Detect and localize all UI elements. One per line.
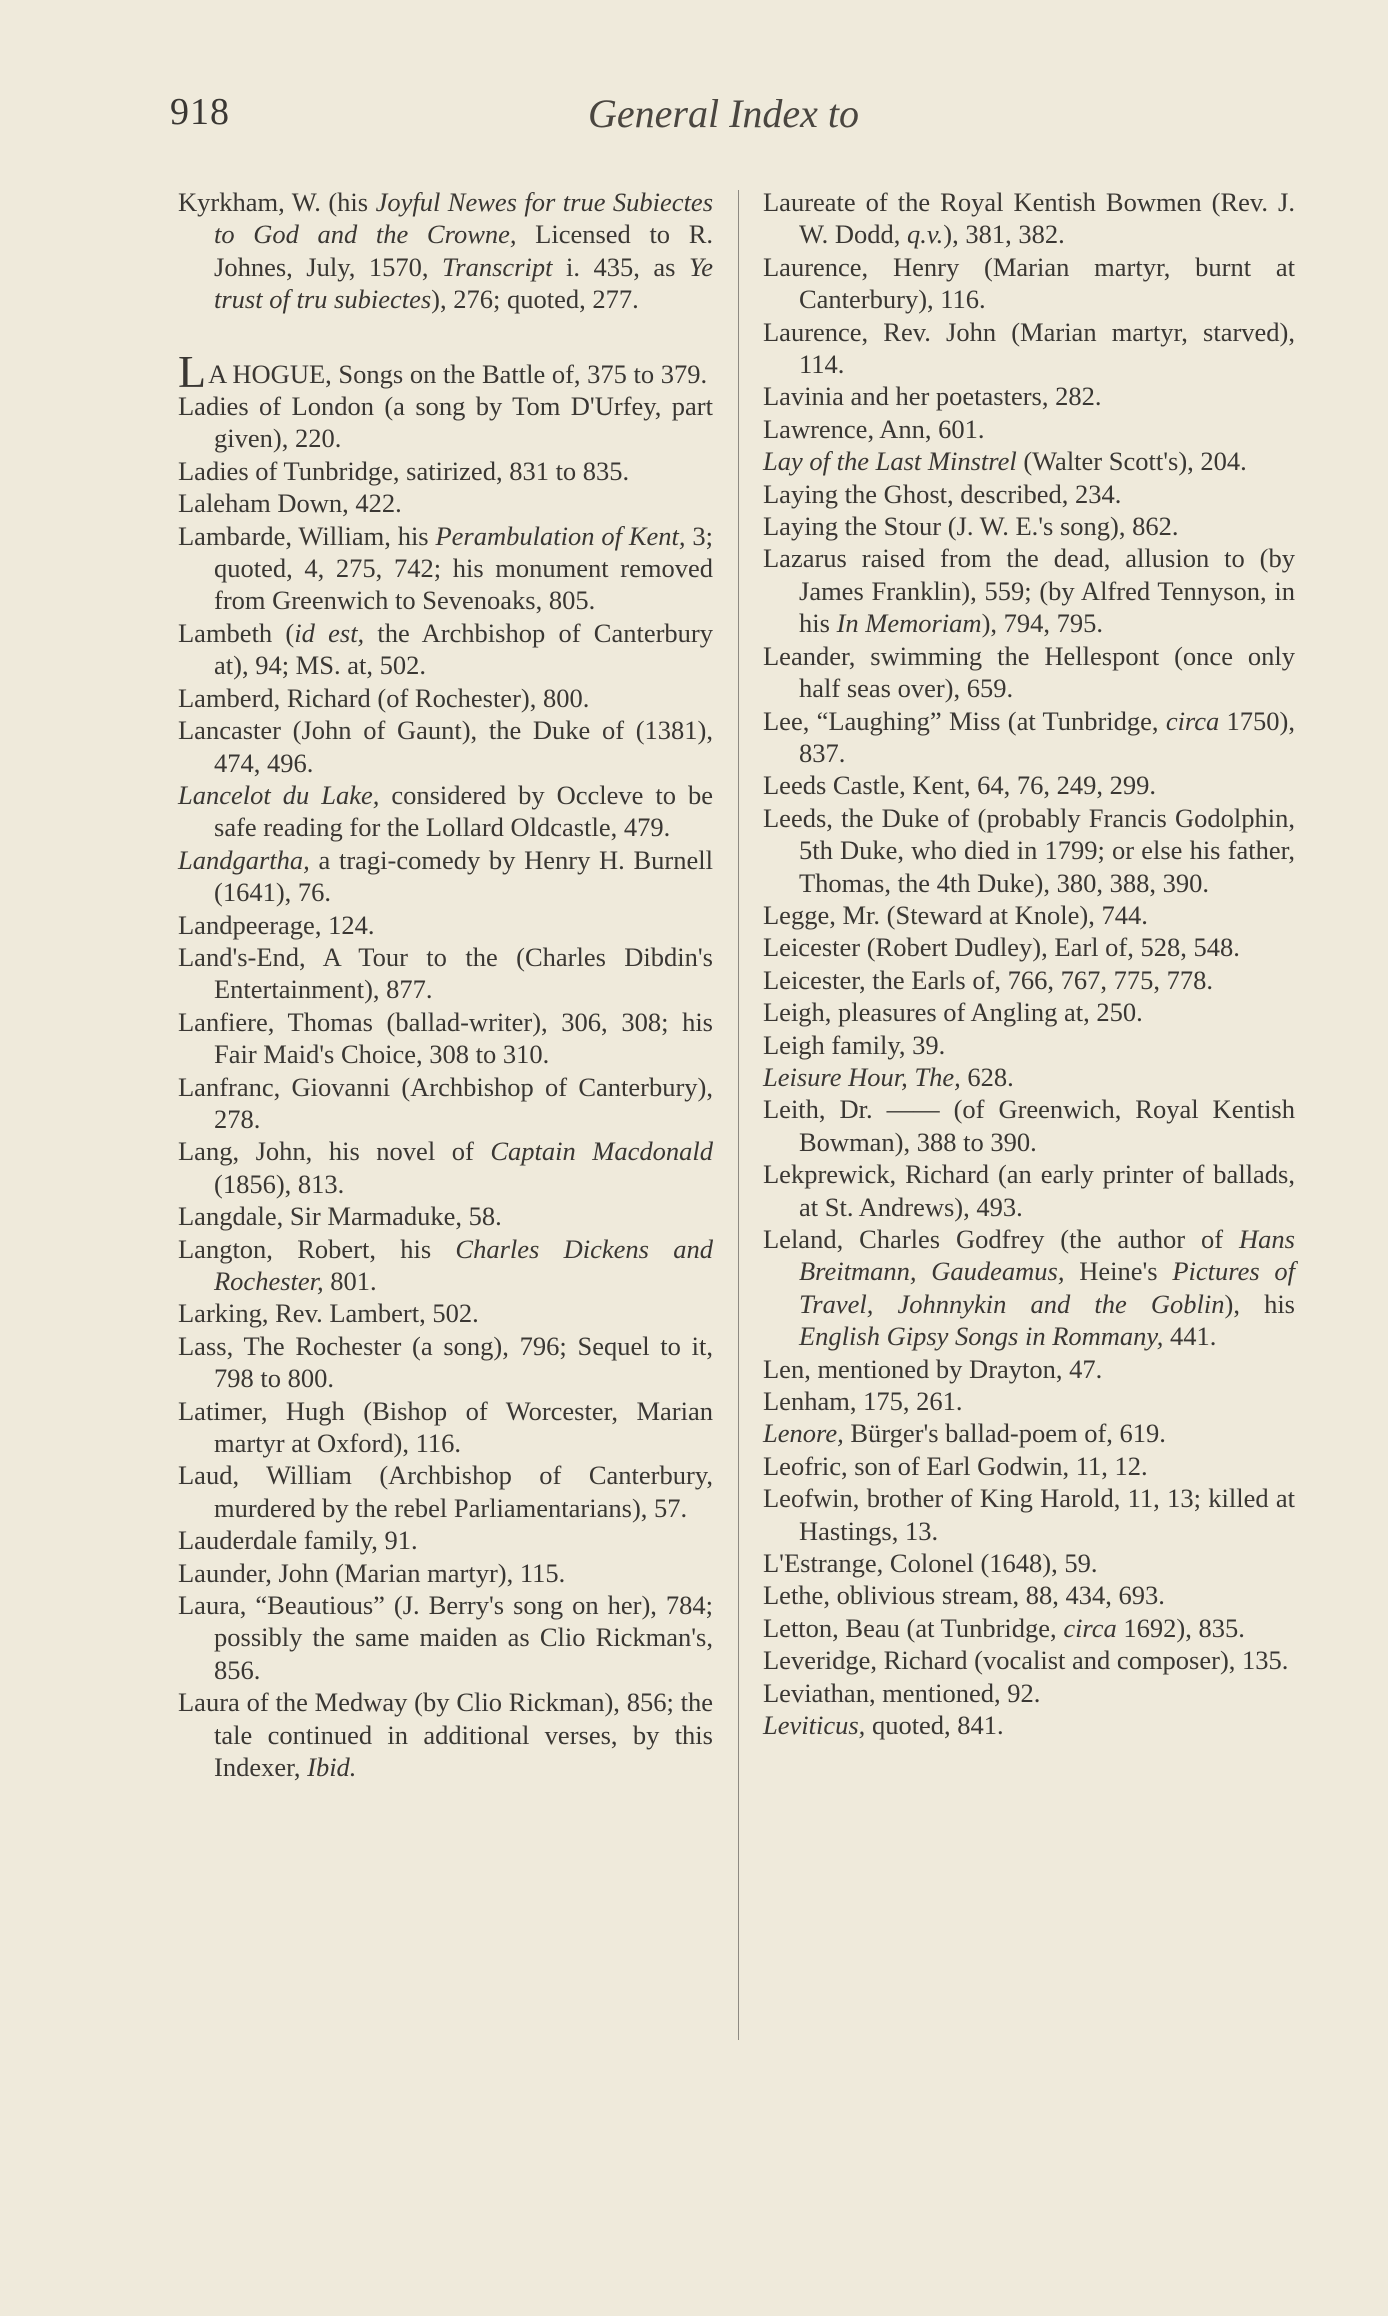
index-entry-lauderdale xyxy=(178,1524,713,1556)
index-entry-ladies-tunbridge xyxy=(178,455,713,487)
index-column-left xyxy=(178,186,713,1784)
entry-text: ), his xyxy=(1224,1288,1295,1319)
index-entry-kyrkham xyxy=(178,186,713,316)
entry-text: Land's-End, A Tour to the (Charles Dibdin's Entertainment), 877. xyxy=(178,941,713,1005)
entry-title-italic: Lay of the Last Minstrel xyxy=(763,446,1017,477)
index-entry-leith xyxy=(763,1093,1295,1158)
entry-text: Lethe, oblivious stream, 88, 434, 693. xyxy=(763,1580,1165,1611)
entry-text: 1750), 837. xyxy=(799,705,1295,768)
entry-text: Laying the Stour (J. W. E.'s song), 862. xyxy=(763,511,1179,542)
index-entry-leveridge xyxy=(763,1644,1295,1676)
index-entry-larking xyxy=(178,1297,713,1329)
entry-title-italic: In Memoriam xyxy=(836,608,982,639)
entry-title-italic: circa xyxy=(1165,705,1220,736)
entry-title-italic: circa xyxy=(1063,1612,1117,1643)
entry-text: Lawrence, Ann, 601. xyxy=(763,413,985,444)
index-entry-lambarde xyxy=(178,520,713,617)
entry-text: Lekprewick, Richard (an early printer of ballads, at St. Andrews), 493. xyxy=(763,1159,1295,1222)
entry-text: Ladies of London (a song by Tom D'Urfey, part given), 220. xyxy=(178,391,713,454)
entry-title-italic: Pictures of Travel, Johnnykin and the Goblin xyxy=(799,1256,1295,1319)
entry-text: ), 794, 795. xyxy=(981,608,1104,639)
index-entry-leicester-earls xyxy=(763,964,1295,996)
entry-text: Leland, Charles Godfrey (the author of xyxy=(763,1224,1240,1254)
entry-text: Landpeerage, 124. xyxy=(178,909,375,940)
entry-text: Lavinia and her poetasters, 282. xyxy=(763,381,1102,412)
entry-text: 801. xyxy=(323,1266,377,1296)
entry-text: ), 276; quoted, 277. xyxy=(431,284,639,315)
index-entry-leeds-castle xyxy=(763,769,1295,801)
index-entry-lavinia xyxy=(763,380,1295,412)
index-entry-len xyxy=(763,1353,1295,1385)
entry-text: Leith, Dr. —— (of Greenwich, Royal Kentish Bowman), 388 to 390. xyxy=(763,1094,1295,1157)
running-title: General Index to xyxy=(588,91,860,136)
index-entry-lethe xyxy=(763,1579,1295,1611)
entry-text: Laurence, Henry (Marian martyr, burnt at Canterbury), 116. xyxy=(763,251,1295,315)
entry-text: considered by Occleve to be safe reading for the Lollard Oldcastle, 479. xyxy=(214,779,714,843)
entry-text: Laureate of the Royal Kentish Bowmen (Rev. J. W. Dodd, xyxy=(763,187,1295,250)
index-entry-lenham xyxy=(763,1385,1295,1417)
column-divider xyxy=(738,190,739,2040)
entry-text: Legge, Mr. (Steward at Knole), 744. xyxy=(763,899,1148,930)
entry-text: Leviathan, mentioned, 92. xyxy=(763,1677,1041,1708)
entry-text: Laud, William (Archbishop of Canterbury, murdered by the rebel Parliamentarians), 57. xyxy=(178,1460,713,1523)
entry-text: Ladies of Tunbridge, satirized, 831 to 835. xyxy=(178,455,630,486)
entry-text: Lang, John, his novel of xyxy=(178,1136,491,1167)
index-entry-lestrange xyxy=(763,1547,1295,1579)
entry-text: Lambeth ( xyxy=(178,617,295,648)
entry-text: Letton, Beau (at Tunbridge, xyxy=(763,1612,1064,1643)
entry-text: Laura of the Medway (by Clio Rickman), 856; the tale continued in additional verses, by this Indexer, xyxy=(178,1687,713,1783)
entry-text: 628. xyxy=(960,1061,1014,1092)
index-entry-la-hogue xyxy=(178,345,713,397)
index-entry-lambeth xyxy=(178,617,713,682)
index-entry-leander xyxy=(763,640,1295,705)
entry-title-italic: Captain Macdonald xyxy=(490,1136,714,1167)
entry-text: the Archbishop of Canterbury at), 94; MS. at, 502. xyxy=(214,617,713,681)
entry-text: Laurence, Rev. John (Marian martyr, starved), 114. xyxy=(763,316,1295,380)
entry-text: Lanfranc, Giovanni (Archbishop of Canterbury), 278. xyxy=(178,1071,713,1134)
index-entry-leigh-family xyxy=(763,1029,1295,1061)
entry-text: Len, mentioned by Drayton, 47. xyxy=(763,1353,1103,1384)
entry-spacer xyxy=(178,316,713,358)
entry-text: 1692), 835. xyxy=(1116,1612,1245,1643)
entry-title-italic: Leviticus, xyxy=(763,1710,866,1741)
index-entry-leicester xyxy=(763,931,1295,963)
entry-text: Kyrkham, W. (his xyxy=(178,187,376,217)
index-entry-leigh-angling xyxy=(763,996,1295,1028)
index-entry-leeds-duke xyxy=(763,802,1295,899)
page-header xyxy=(170,90,1270,140)
entry-text: Licensed to R. Johnes, July, 1570, xyxy=(214,219,713,282)
index-entry-laleham xyxy=(178,487,713,519)
index-entry-laying-stour xyxy=(763,510,1295,542)
index-entry-leofric xyxy=(763,1450,1295,1482)
page-number: 918 xyxy=(170,91,230,133)
entry-text: Leander, swimming the Hellespont (once only half seas over), 659. xyxy=(763,640,1295,704)
entry-text: Lazarus raised from the dead, allusion to (by James Franklin), 559; (by Alfred Tennyson, in his xyxy=(763,543,1295,639)
entry-text: Leveridge, Richard (vocalist and composer), 135. xyxy=(763,1645,1289,1676)
index-entry-lee xyxy=(763,705,1295,770)
entry-text: Laleham Down, 422. xyxy=(178,488,402,519)
entry-text: Latimer, Hugh (Bishop of Worcester, Marian martyr at Oxford), 116. xyxy=(178,1395,713,1459)
entry-title-italic: Lancelot du Lake, xyxy=(178,779,380,810)
index-entry-lawrence xyxy=(763,413,1295,445)
index-entry-lekprewick xyxy=(763,1158,1295,1223)
entry-text: Larking, Rev. Lambert, 502. xyxy=(178,1298,479,1329)
index-entry-laurence-john xyxy=(763,316,1295,381)
index-entry-leland xyxy=(763,1223,1295,1353)
entry-text: Heine's xyxy=(1064,1256,1173,1287)
index-entry-leviathan xyxy=(763,1677,1295,1709)
index-entry-letton xyxy=(763,1612,1295,1644)
entry-text: Leofric, son of Earl Godwin, 11, 12. xyxy=(763,1450,1148,1481)
entry-title-italic: Landgartha, xyxy=(178,844,310,875)
index-entry-lay xyxy=(763,445,1295,477)
index-entry-lancaster xyxy=(178,714,713,779)
index-entry-landgartha xyxy=(178,844,713,909)
entry-text: 3; quoted, 4, 275, 742; his monument removed from Greenwich to Sevenoaks, 805. xyxy=(214,520,713,616)
entry-title-italic: Perambulation of Kent, xyxy=(435,520,686,551)
entry-text: (Walter Scott's), 204. xyxy=(1016,446,1247,477)
index-entry-lanfranc xyxy=(178,1071,713,1136)
index-entry-laying-ghost xyxy=(763,478,1295,510)
entry-text: a tragi-comedy by Henry H. Burnell (1641), 76. xyxy=(214,844,713,908)
index-entry-lancelot xyxy=(178,779,713,844)
entry-text: Leigh family, 39. xyxy=(763,1029,946,1060)
entry-title-italic: Joyful Newes for true Subiectes to God and the Crowne, xyxy=(214,187,714,250)
index-entry-lanfiere xyxy=(178,1006,713,1071)
index-entry-laureate xyxy=(763,186,1295,251)
entry-text: Langton, Robert, his xyxy=(178,1233,456,1264)
entry-text: Lenham, 175, 261. xyxy=(763,1386,963,1417)
entry-text: quoted, 841. xyxy=(865,1710,1004,1741)
index-entry-launder xyxy=(178,1557,713,1589)
index-entry-lenore xyxy=(763,1417,1295,1449)
entry-text: Leeds, the Duke of (probably Francis Godolphin, 5th Duke, who died in 1799; or else his father, Thomas, the 4th Duke), 380, 388, 390. xyxy=(763,802,1295,898)
entry-text: i. 435, as xyxy=(552,251,689,282)
entry-text: Leeds Castle, Kent, 64, 76, 249, 299. xyxy=(763,770,1157,801)
index-entry-lazarus xyxy=(763,542,1295,639)
entry-text: Lancaster (John of Gaunt), the Duke of (1381), 474, 496. xyxy=(178,715,713,778)
index-entry-laura-medway xyxy=(178,1686,713,1783)
entry-text: A HOGUE, Songs on the Battle of, 375 to 379. xyxy=(208,358,708,389)
index-entry-lass xyxy=(178,1330,713,1395)
index-entry-leofwin xyxy=(763,1482,1295,1547)
entry-title-italic: Leisure Hour, The, xyxy=(763,1061,961,1092)
entry-text: (1856), 813. xyxy=(214,1168,345,1199)
index-entry-lands-end xyxy=(178,941,713,1006)
index-entry-landpeerage xyxy=(178,909,713,941)
entry-text: Launder, John (Marian martyr), 115. xyxy=(178,1557,566,1588)
index-entry-lang xyxy=(178,1135,713,1200)
entry-text: Leicester, the Earls of, 766, 767, 775, 778. xyxy=(763,964,1214,995)
index-entry-langton xyxy=(178,1233,713,1298)
index-entry-ladies-london xyxy=(178,390,713,455)
drop-cap: L xyxy=(178,345,207,397)
entry-text: Bürger's ballad-poem of, 619. xyxy=(843,1418,1166,1449)
entry-text: L'Estrange, Colonel (1648), 59. xyxy=(763,1548,1098,1579)
index-entry-laud xyxy=(178,1459,713,1524)
index-entry-legge xyxy=(763,899,1295,931)
entry-text: Leicester (Robert Dudley), Earl of, 528, 548. xyxy=(763,932,1240,963)
index-entry-laura xyxy=(178,1589,713,1686)
entry-text: Lauderdale family, 91. xyxy=(178,1525,418,1556)
entry-title-italic: Ibid. xyxy=(307,1752,357,1783)
entry-text: Langdale, Sir Marmaduke, 58. xyxy=(178,1201,502,1232)
entry-text: Lamberd, Richard (of Rochester), 800. xyxy=(178,682,590,713)
index-entry-laurence-henry xyxy=(763,251,1295,316)
entry-text: Lanfiere, Thomas (ballad-writer), 306, 308; his Fair Maid's Choice, 308 to 310. xyxy=(178,1006,713,1070)
index-entry-lamberd xyxy=(178,682,713,714)
entry-title-italic: id est, xyxy=(294,617,365,648)
entry-text: Leofwin, brother of King Harold, 11, 13; killed at Hastings, 13. xyxy=(763,1483,1295,1546)
entry-title-italic: Lenore, xyxy=(763,1418,844,1449)
index-entry-langdale xyxy=(178,1200,713,1232)
entry-text: Lambarde, William, his xyxy=(178,520,436,551)
index-entry-leviticus xyxy=(763,1709,1295,1741)
index-column-right xyxy=(763,186,1295,1742)
entry-title-italic: English Gipsy Songs in Rommany, xyxy=(799,1321,1164,1352)
index-entry-leisure-hour xyxy=(763,1061,1295,1093)
entry-text: Lee, “Laughing” Miss (at Tunbridge, xyxy=(763,705,1166,736)
entry-title-italic: q.v. xyxy=(906,219,944,250)
entry-text: 441. xyxy=(1163,1321,1217,1352)
entry-title-italic: Charles Dickens and Rochester, xyxy=(214,1233,713,1296)
entry-title-italic: Ye trust of tru subiectes xyxy=(214,251,714,315)
entry-text: Laying the Ghost, described, 234. xyxy=(763,478,1122,509)
entry-text: Leigh, pleasures of Angling at, 250. xyxy=(763,997,1143,1028)
entry-title-italic: Hans Breitmann, Gaudeamus, xyxy=(799,1224,1295,1287)
entry-text: Lass, The Rochester (a song), 796; Sequel to it, 798 to 800. xyxy=(178,1330,713,1394)
index-entry-latimer xyxy=(178,1395,713,1460)
entry-text: ), 381, 382. xyxy=(943,219,1065,250)
entry-title-italic: Transcript xyxy=(442,251,553,282)
entry-text: Laura, “Beautious” (J. Berry's song on her), 784; possibly the same maiden as Clio Rickman's, 856. xyxy=(178,1590,713,1685)
